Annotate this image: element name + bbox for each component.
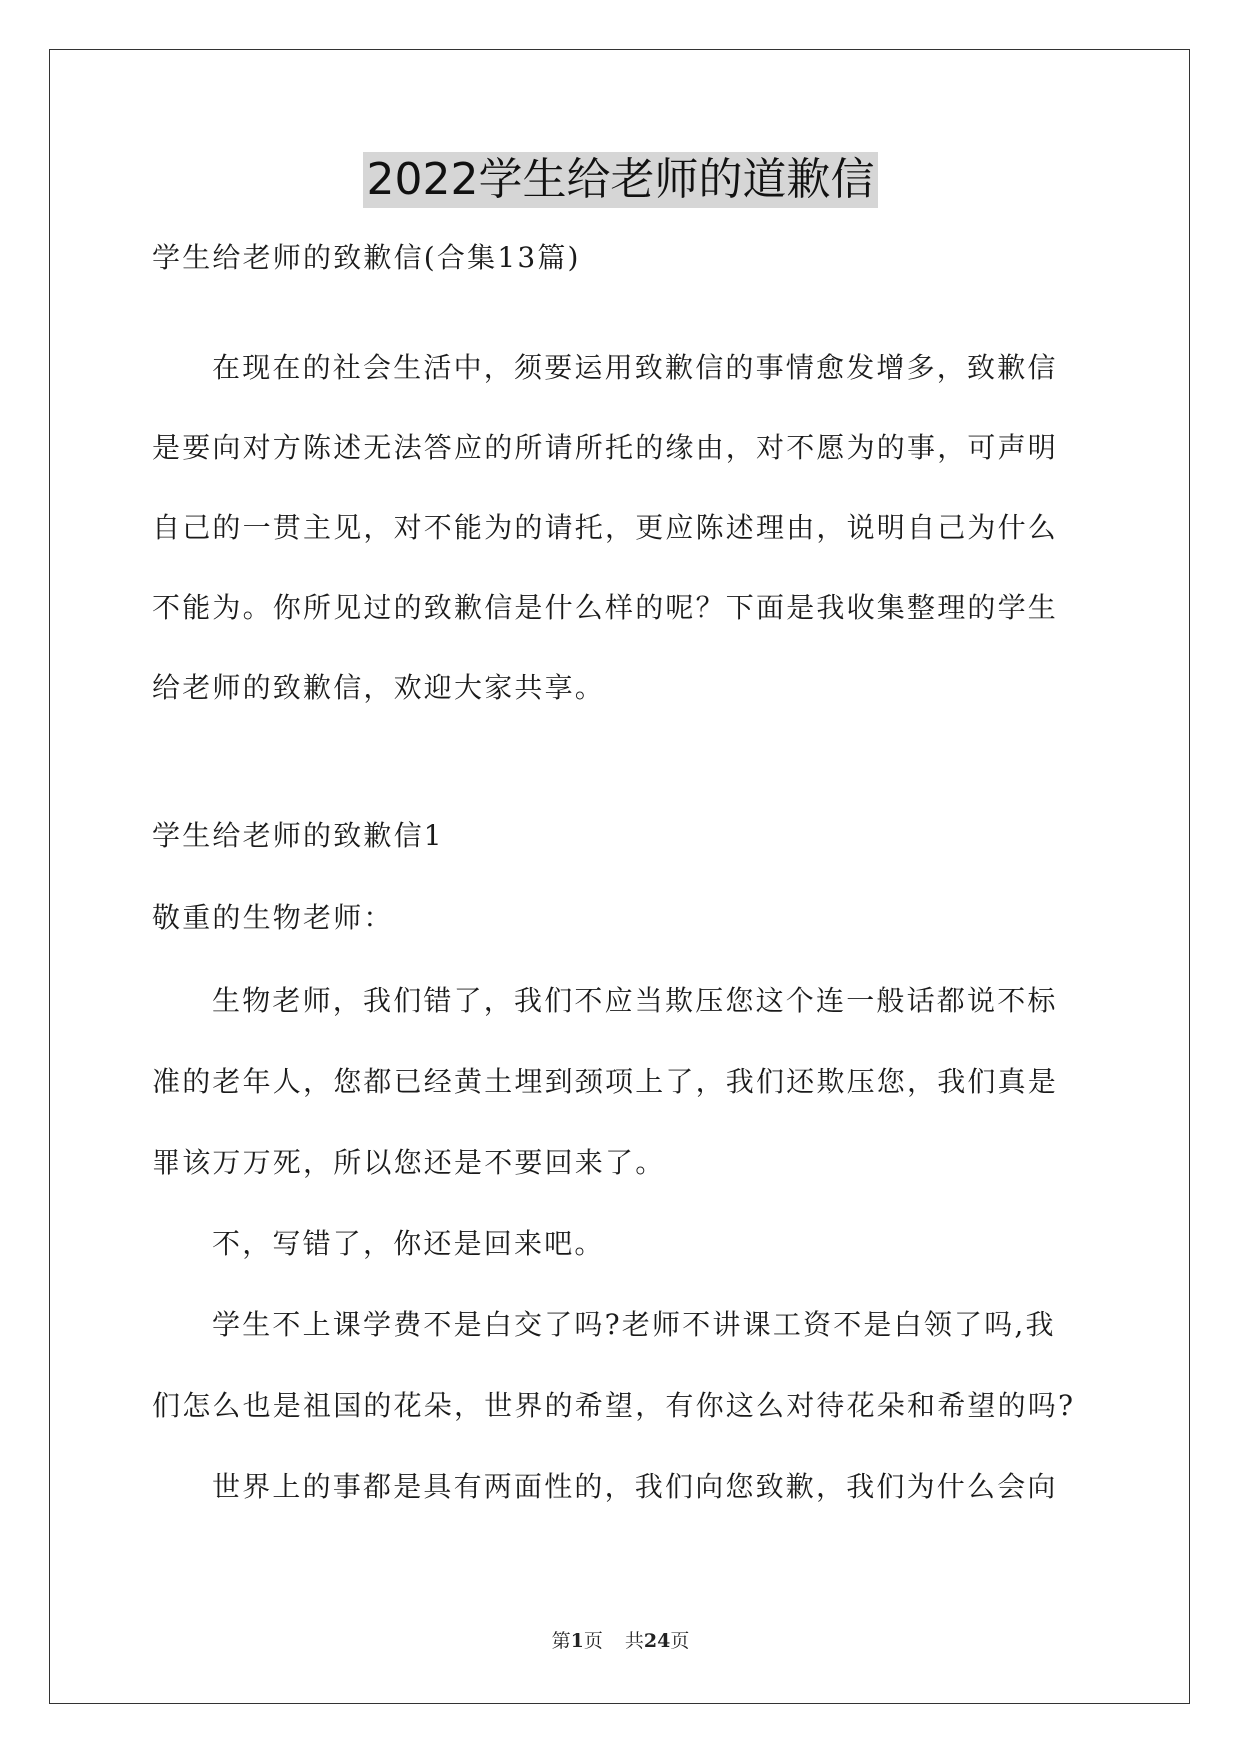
- paragraph-2: 不，写错了，你还是回来吧。: [212, 1227, 605, 1260]
- document-title: 2022学生给老师的道歉信: [363, 152, 879, 208]
- intro-line-5: 给老师的致歉信，欢迎大家共享。: [152, 671, 606, 704]
- page-prefix: 第: [551, 1630, 571, 1652]
- paragraph-1-line-1: 生物老师，我们错了，我们不应当欺压您这个连一般话都说不标: [212, 984, 1058, 1017]
- paragraph-3-line-2: 们怎么也是祖国的花朵，世界的希望，有你这么对待花朵和希望的吗?: [152, 1389, 1076, 1422]
- page-footer: [0, 1626, 1241, 1653]
- intro-line-1: 在现在的社会生活中，须要运用致歉信的事情愈发增多，致歉信: [212, 351, 1058, 384]
- intro-line-3: 自己的一贯主见，对不能为的请托，更应陈述理由，说明自己为什么: [152, 511, 1059, 544]
- intro-line-2: 是要向对方陈述无法答应的所请所托的缘由，对不愿为的事，可声明: [152, 431, 1059, 464]
- total-suffix: 页: [670, 1630, 690, 1652]
- paragraph-1-line-2: 准的老年人，您都已经黄土埋到颈项上了，我们还欺压您，我们真是: [152, 1065, 1059, 1098]
- collection-subtitle: 学生给老师的致歉信(合集13篇): [152, 241, 581, 274]
- paragraph-1-line-3: 罪该万万死，所以您还是不要回来了。: [152, 1146, 666, 1179]
- page-total: 24: [643, 1630, 671, 1652]
- paragraph-4-line-1: 世界上的事都是具有两面性的，我们向您致歉，我们为什么会向: [212, 1470, 1058, 1503]
- intro-line-4: 不能为。你所见过的致歉信是什么样的呢？下面是我收集整理的学生: [152, 591, 1059, 624]
- total-prefix: 共: [624, 1630, 644, 1652]
- title-container: [0, 152, 1241, 208]
- page-border: [49, 49, 1190, 1704]
- salutation: 敬重的生物老师：: [152, 901, 394, 934]
- section-heading: 学生给老师的致歉信1: [152, 819, 444, 852]
- page-current: 1: [570, 1630, 584, 1652]
- paragraph-3-line-1: 学生不上课学费不是白交了吗?老师不讲课工资不是白领了吗,我: [212, 1308, 1056, 1341]
- page-suffix: 页: [583, 1630, 603, 1652]
